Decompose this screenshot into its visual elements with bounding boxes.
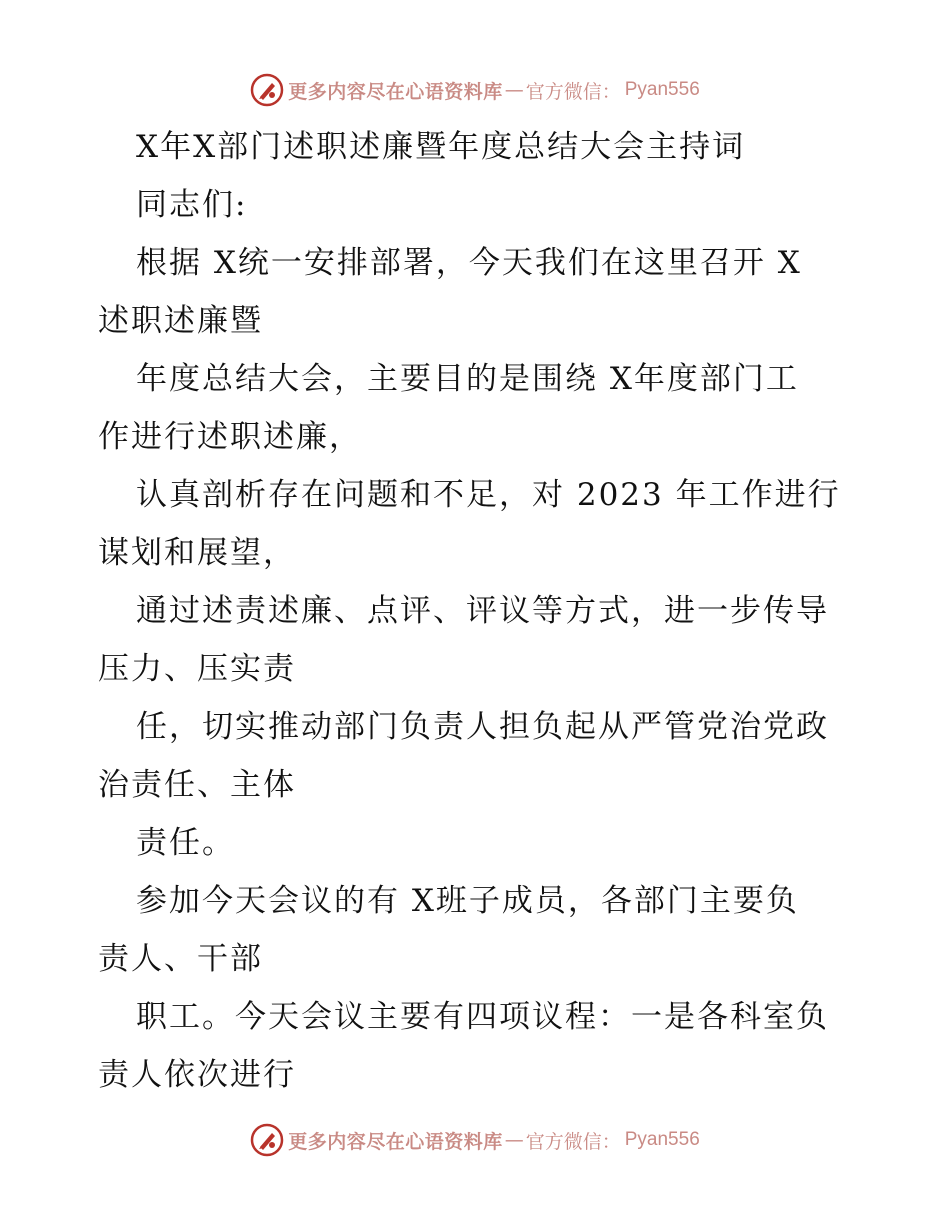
paragraph-line: 作进行述职述廉， xyxy=(98,419,362,455)
paragraph-line: 谋划和展望， xyxy=(98,535,296,571)
watermark-separator: — xyxy=(504,79,524,101)
paragraph-line: 职工。今天会议主要有四项议程：一是各科室负 xyxy=(136,999,829,1035)
watermark-separator: — xyxy=(504,1129,524,1151)
paragraph-line: 压力、压实责 xyxy=(98,651,296,687)
watermark-brand-text: 更多内容尽在心语资料库 xyxy=(288,80,503,103)
watermark-wechat-id: Pyan556 xyxy=(624,1129,700,1150)
document-body xyxy=(98,118,858,1104)
pen-nib-logo-icon xyxy=(250,1123,284,1157)
paragraph-line: 年度总结大会，主要目的是围绕 X年度部门工 xyxy=(136,361,799,397)
paragraph-line: 责人、干部 xyxy=(98,941,263,977)
pen-nib-logo-icon xyxy=(250,73,284,107)
document-greeting: 同志们: xyxy=(136,187,248,223)
paragraph-line: 通过述责述廉、点评、评议等方式，进一步传导 xyxy=(136,593,829,629)
paragraph-line: 任，切实推动部门负责人担负起从严管党治党政 xyxy=(136,709,829,745)
watermark-brand-text: 更多内容尽在心语资料库 xyxy=(288,1130,503,1153)
watermark-header xyxy=(0,70,950,110)
watermark-label: 官方微信： xyxy=(525,80,621,103)
document-title: X年X部门述职述廉暨年度总结大会主持词 xyxy=(136,129,746,165)
watermark-wechat-id: Pyan556 xyxy=(624,79,700,100)
watermark-footer xyxy=(0,1120,950,1160)
paragraph-line: 根据 X统一安排部署，今天我们在这里召开 X xyxy=(136,245,802,281)
paragraph-line: 认真剖析存在问题和不足，对 2023 年工作进行 xyxy=(136,477,841,513)
paragraph-line: 述职述廉暨 xyxy=(98,303,263,339)
paragraph-line: 参加今天会议的有 X班子成员，各部门主要负 xyxy=(136,883,799,919)
paragraph-line: 责任。 xyxy=(136,825,235,861)
paragraph-line: 责人依次进行 xyxy=(98,1057,296,1093)
paragraph-line: 治责任、主体 xyxy=(98,767,296,803)
watermark-label: 官方微信： xyxy=(525,1130,621,1153)
